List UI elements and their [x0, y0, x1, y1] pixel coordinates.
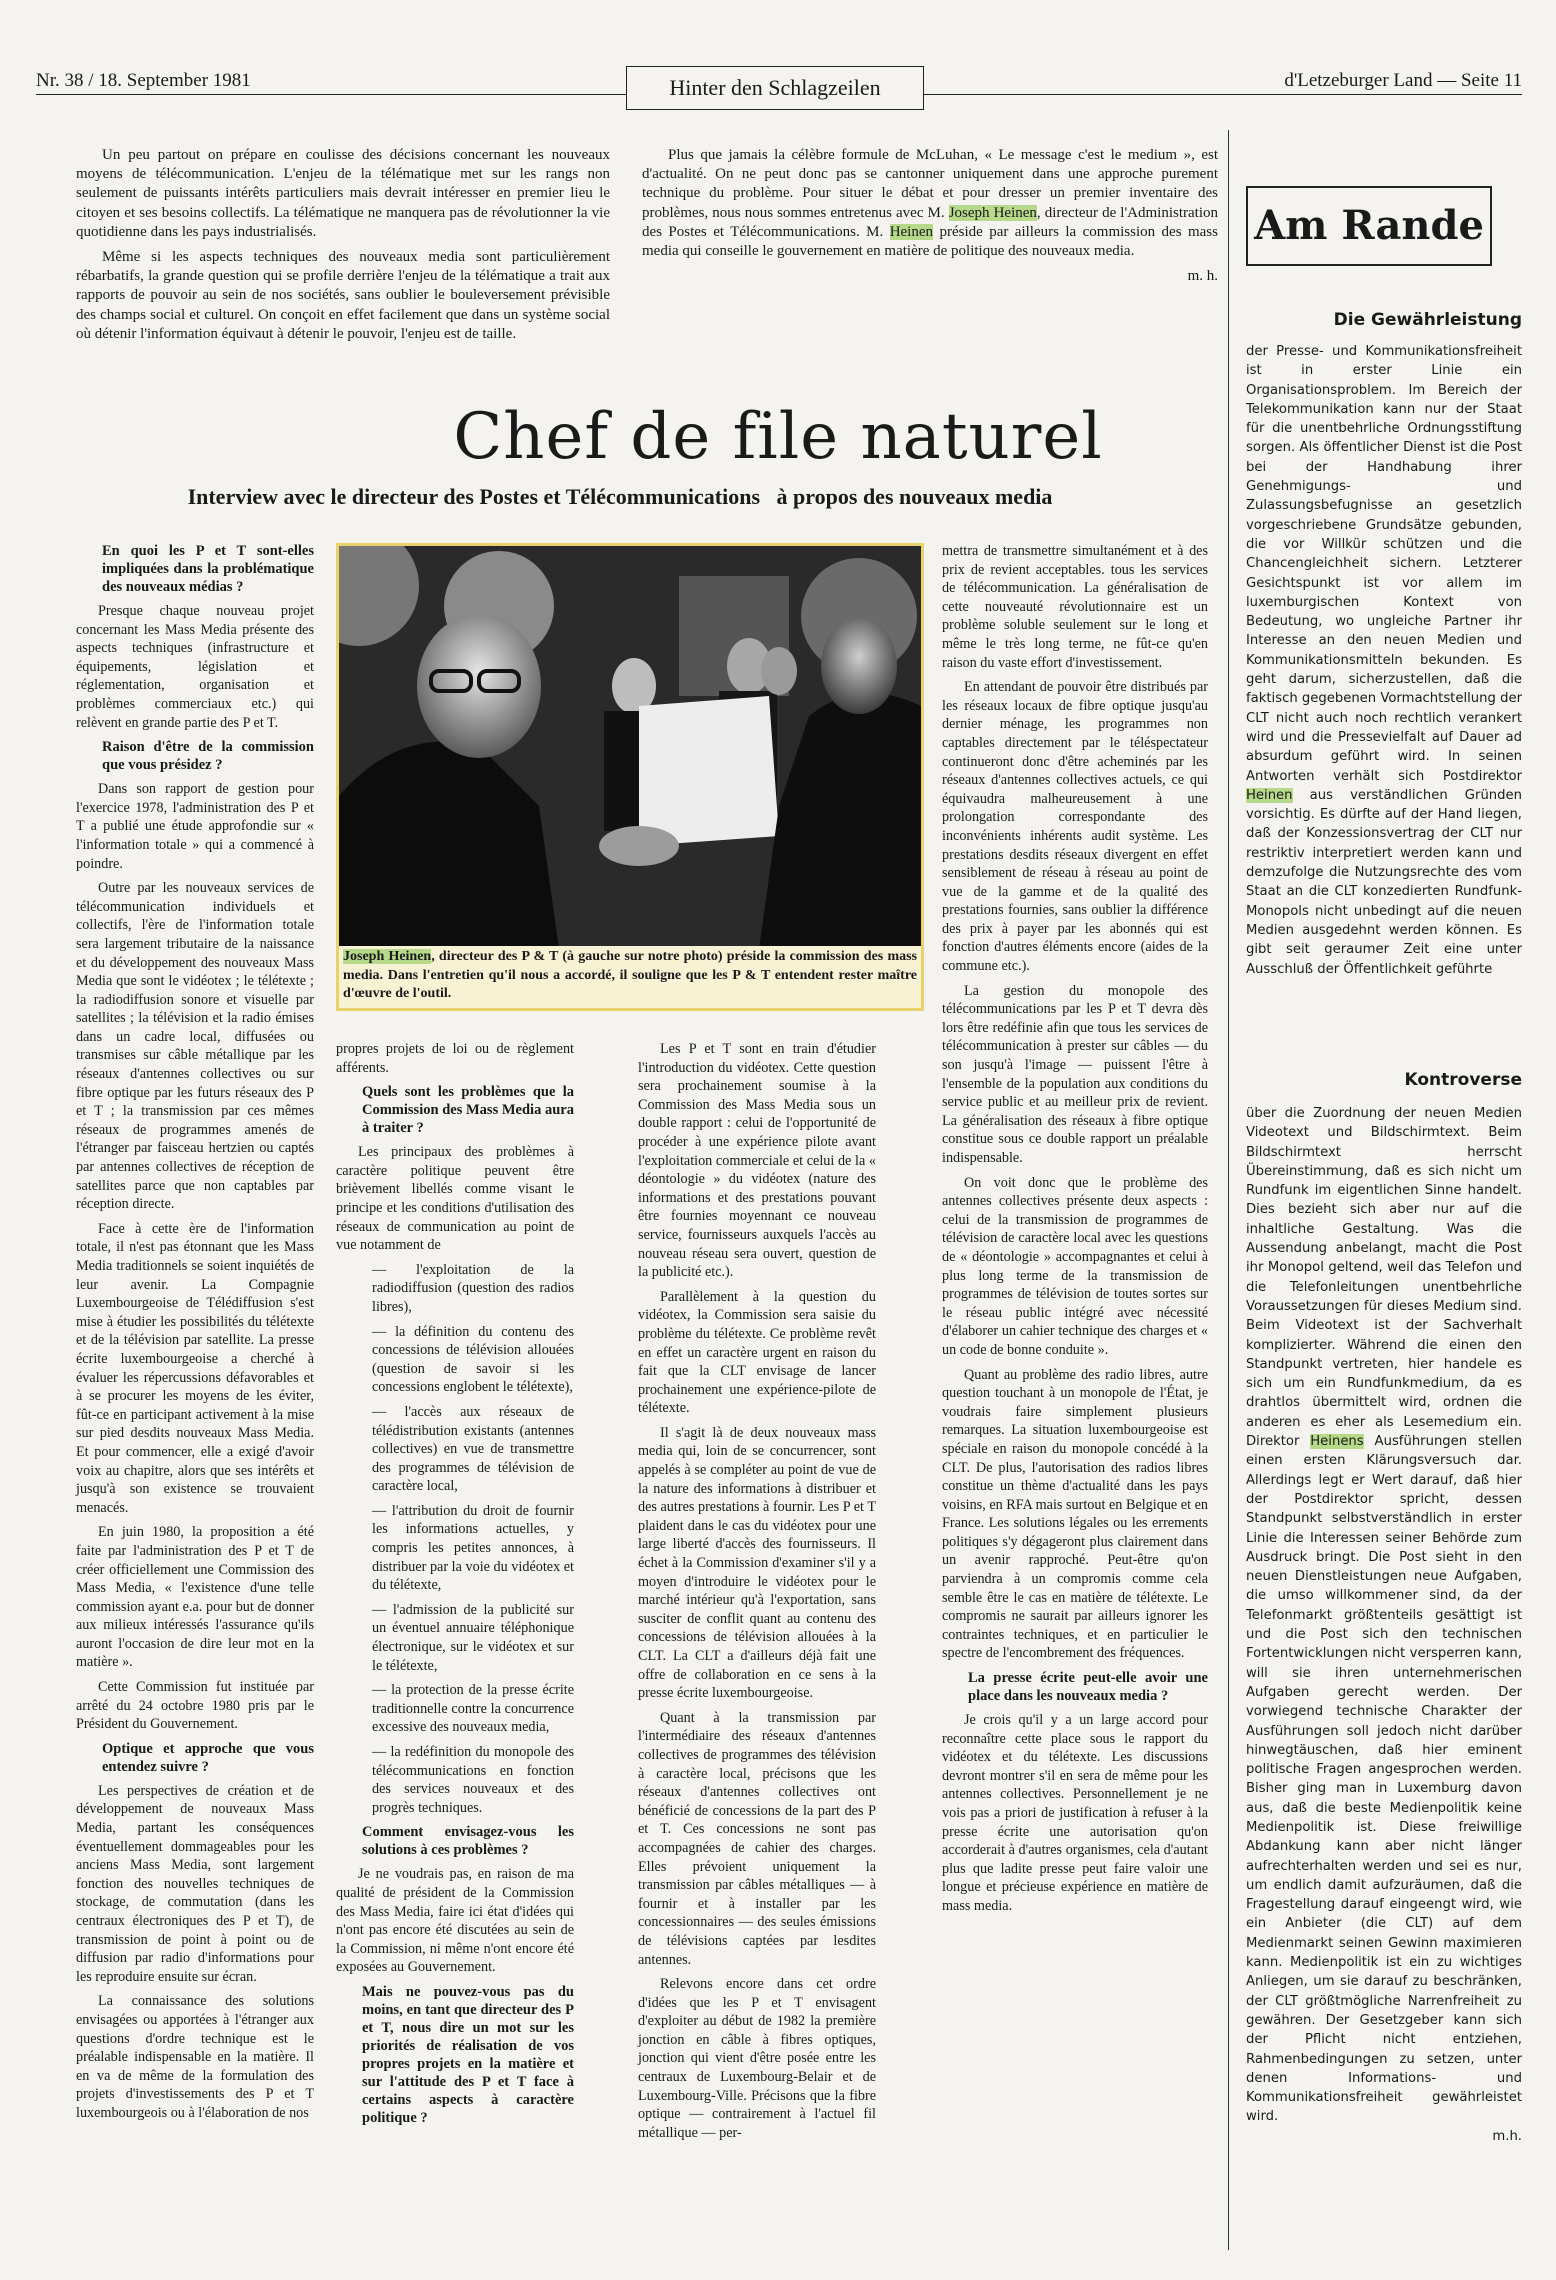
header-rule-left — [36, 94, 626, 95]
answer: La connaissance des solutions envisagées ou apportées à l'étranger aux questions d'ordre technique est le préalable indispensable en la matière. Il en va de même de la formulation des projets d'investissements des P et T luxembourgeois ou à l'élaboration de nos — [76, 1993, 314, 2121]
answer: Dans son rapport de gestion pour l'exercice 1978, l'administration des P et T a publié une étude approfondie sur « l'information totale » qui a commencé à poindre. — [76, 781, 314, 872]
list-item: — l'attribution du droit de fournir les informations actuelles, y compris les petites annonces, à distribuer par la voie du vidéotex et du télétexte, — [372, 1502, 574, 1594]
question: Mais ne pouvez-vous pas du moins, en tant que directeur des P et T, nous dire un mot sur les priorités de réalisation de vos propres projets en la matière et sur l'attitude des P et T face à certains aspects à caractère politique ? — [362, 1983, 574, 2126]
answer: On voit donc que le problème des antennes collectives présente deux aspects : celui de la transmission de programmes de télévision de caractère local avec les questions de « déontologie » accompagnantes et celui à plus long terme de la transmission de programmes de télévision de toutes sortes sur le réseau public intégré avec nécessité d'élaborer un cahier technique des charges et « un code de bonne conduite ». — [942, 1174, 1208, 1358]
question: Optique et approche que vous entendez suivre ? — [102, 1740, 314, 1775]
answer: propres projets de loi ou de règlement afférents. — [336, 1041, 574, 1076]
sidebar-text-2: über die Zuordnung der neuen Medien Videotext und Bildschirmtext. Beim Bildschirmtext herrscht Übereinstimmung, daß es sich nicht um Rundfunk im eigentlichen Sinne handelt. Dies bezieht sich aber nur auf die inhaltliche Gestaltung. Was die Aussendung anbelangt, macht die Post ihr Monopol geltend, weil das Telefon und die Telefonleitungen unentbehrliche Voraussetzungen für dieses Medium sind. Beim Videotext ist der Sachverhalt komplizierter. Während die einen den Standpunkt vertreten, hier handele es sich um ein Rundfunkmedium, da es drahtlos übermittelt wird, ordnen die anderen es eher als Lesemedium ein. Direktor Heinens Ausführungen stellen einen ersten Klärungsversuch dar. Allerdings legt er Wert darauf, daß hier der Postdirektor spricht, dessen Standpunkt selbstverständlich in erster Linie die Interessen seiner Behörde zum Ausdruck bringt. Die Post sieht in den neuen Dienstleistungen neue Aufgaben, die umso willkommener sind, da der Telefonmarkt größtenteils gesättigt ist und die Post sich den technischen Fortentwicklungen nicht versperren kann, will sie ihren unternehmerischen Aufgaben gerecht werden. Der vorwiegend technische Charakter der Ausführungen soll jedoch nicht darüber hinwegtäuschen, daß hier eminent politische Fragen angesprochen werden. Bisher ging man in Luxemburg davon aus, daß die beste Medienpolitik keine Medienpolitik ist. Diese freiwillige Abdankung kann aber nicht länger aufrechterhalten werden und sei es nur, um endlich damit aufzuräumen, daß die Fragestellung darauf eingeengt wird, wie ein Anbieter (die CLT) auf dem Medienmarkt seinen Gewinn maximieren kann. Medienpolitik ist ein zu wichtiges Anliegen, um sie darauf zu beschränken, der CLT größtmögliche Narrenfreiheit zu gewähren. Der Gesetzgeber kann sich der Pflicht nicht entziehen, Rahmenbedingungen zu setzen, unter denen Informations- und Kommunikationsfreiheit gewährleistet wird. m.h. — [1246, 1104, 1522, 2146]
answer: Les principaux des problèmes à caractère politique peuvent être brièvement libellés comme visant le principe et les conditions d'utilisation des réseaux de communication au point de vue notamment de — [336, 1144, 574, 1254]
intro-signature: m. h. — [1187, 268, 1218, 285]
article-title: Chef de file naturel — [453, 400, 1103, 474]
name-highlight: Joseph Heinen — [343, 949, 432, 964]
question: Comment envisagez-vous les solutions à ces problèmes ? — [362, 1824, 574, 1859]
answer: Relevons encore dans cet ordre d'idées que les P et T envisagent d'exploiter au début de 1982 la première jonction en câble à fibres optiques, jonction qui vient d'être posée entre les centraux de Luxembourg-Belair et de Luxembourg-Ville. Précisons que la fibre optique — contrairement à l'actuel fil métallique — per- — [638, 1976, 876, 2141]
answer: Face à cette ère de l'information totale, il n'est pas étonnant que les Mass Media traditionnels se soient inquiétés de leur avenir. La Compagnie Luxembourgeoise de Télédiffusion s'est mise à étudier les possibilités du télétexte et de la télévision par satellite. La presse écrite luxembourgeoise a cherché à évaluer les répercussions défavorables et à se procurer les moyens de les éviter, fût-ce en participant activement à la mise sur pied desdits nouveaux Mass Media. Et pour commencer, elle a exigé d'avoir voix au chapitre, alors que ses intérêts et jusqu'à son existence se trouvaient menacés. — [76, 1220, 314, 1516]
answer: En juin 1980, la proposition a été faite par l'administration des P et T de créer officiellement une Commission des Mass Media, « l'existence d'une telle commission ayant e.a. pour but de donner aux milieux intéressés l'assurance qu'ils auront l'occasion de dire leur mot en la matière ». — [76, 1524, 314, 1671]
question: La presse écrite peut-elle avoir une place dans les nouveaux media ? — [968, 1670, 1208, 1705]
issue-line: Nr. 38 / 18. September 1981 — [36, 70, 251, 91]
intro-paragraph: Plus que jamais la célèbre formule de McLuhan, « Le message c'est le medium », est d'actualité. On ne peut donc pas se cantonner uniquement dans une approche purement technique du problème. Pour situer le débat et pour dresser un premier inventaire des problèmes, nous nous sommes entretenus avec M. Joseph Heinen, directeur de l'Administration des Postes et Télécommunications. M. Heinen préside par ailleurs la commission des mass media qui conseille le gouvernement en matière de politique des nouveaux media. — [642, 147, 1219, 260]
paper-line: d'Letzeburger Land — Seite 11 — [1284, 70, 1522, 91]
am-rande-box: Am Rande — [1246, 186, 1492, 266]
column-2 — [336, 1040, 574, 2133]
list-item: — la redéfinition du monopole des télécommunications en fonction des services nouveaux et des progrès techniques. — [372, 1744, 574, 1816]
answer: En attendant de pouvoir être distribués par les réseaux locaux de fibre optique jusqu'au dernier ménage, les programmes non captables directement par le téléspectateur continueront donc d'être acheminés par les réseaux d'antennes collectives actuels, ce qui équivaudra malheureusement à une prolongation correspondante des inconvénients inhérents audit système. Les prestations desdits réseaux divergent en effet sensiblement de réseau à réseau au point de vue de la gamme et de la qualité des prestations fournies, sans oublier la différence des prix à payer par les abonnés qui est fonction d'autres éléments encore (aides de la commune etc.). — [942, 679, 1208, 975]
column-1 — [76, 542, 314, 2129]
sidebar-text-1: der Presse- und Kommunikationsfreiheit ist in erster Linie ein Organisationsproblem. Im Bereich der Telekommunikation kann nur der Staat für die unentbehrliche Ordnungsstiftung sorgen. Als öffentlicher Dienst ist die Post bei der Handhabung ihrer Genehmigungs- und Zulassungsbefugnisse an gesetzlich vorgeschriebene Grundsätze gebunden, die vor Willkür schützen und die Chancengleichheit sichern. Letzterer Gesichtspunkt ist vor allem im luxemburgischen Kontext von Bedeutung, wo ungleiche Partner ihr Interesse an den neuen Medien und Kommunikationsmitteln bekunden. Es geht darum, sicherzustellen, daß die faktisch gegebenen Vormachtstellung der CLT nicht auch noch rechtlich verankert wird und die Pressevielfalt auf Dauer ad absurdum geführt wird. In seinen Antworten verhält sich Postdirektor Heinen aus verständlichen Gründen vorsichtig. Es dürfte auf der Hand liegen, daß der Konzessionsvertrag der CLT nur restriktiv interpretiert werden kann und demzufolge die Nutzungsrechte des vom Staat an die CLT konzedierten Rundfunk-Monopols nicht unbedingt auf die neuen Medien ausgedehnt werden können. Es gibt seit geraumer Zeit eine unter Ausschluß der Öffentlichkeit geführte — [1246, 344, 1522, 977]
column-divider — [1228, 130, 1229, 2250]
answer: La gestion du monopole des télécommunications par les P et T devra dès lors être redéfinie afin que tous les services de télécommunication à prester sur câbles — du son jusqu'à l'image — puissent l'être à l'ensemble de la population aux conditions du service public et au meilleur prix de revient. La généralisation des réseaux à fibre optique constitue sous ce double rapport un préalable indispensable. — [942, 982, 1208, 1166]
intro-paragraph: Même si les aspects techniques des nouveaux media sont particulièrement rébarbatifs, la grande question qui se profile derrière l'enjeu de la télématique a trait aux rapports de pouvoir au sein de nos sociétés, sans oublier le bouleversement prévisible des champs social et culturel. On conçoit en effet facilement que dans un système social où détenir l'information équivaut à détenir le pouvoir, l'enjeu est de taille. — [76, 249, 610, 342]
sidebar-signature: m.h. — [1492, 2128, 1522, 2144]
answer: Les perspectives de création et de développement de nouveaux Mass Media, partant les conséquences éventuellement dommageables pour les anciens Mass Media, sont largement fonction des nouvelles techniques de stockage, de commutation (dans les centraux électroniques des P et T), de transmission de point à point ou de diffusion par radio d'informations pour les reproduire ensuite sur écran. — [76, 1782, 314, 1985]
list-item: — l'accès aux réseaux de télédistribution existants (antennes collectives) en vue de transmettre des programmes de télévision de caractère local, — [372, 1403, 574, 1495]
name-highlight: Heinen — [889, 223, 934, 240]
answer: Quant au problème des radio libres, autre question touchant à un monopole de l'État, je voudrais faire simplement plusieurs remarques. La situation luxembourgeoise est spéciale en raison du monopole concédé à la CLT. De plus, l'autorisation des radios libres constitue un thème d'actualité dans les pays voisins, en RFA mais surtout en Belgique et en France. Les solutions légales ou les errements politiques s'y dégageront plus clairement dans un avenir rapproché. Peut-être qu'on parviendra à un compromis comme cela semble être le cas en matière de télétexte. Le compromis ne saurait par ailleurs ignorer les contraintes techniques, et en particulier le spectre de l'encombrement des fréquences. — [942, 1366, 1208, 1662]
intro-left — [76, 146, 610, 350]
article-subtitle: Interview avec le directeur des Postes et Télécommunications à propos des nouveaux media — [187, 484, 1053, 509]
name-highlight: Heinen — [1246, 787, 1293, 803]
intro-right — [642, 146, 1218, 292]
answer: Je ne voudrais pas, en raison de ma qualité de président de la Commission des Mass Media, faire ici état d'idées qui n'ont pas encore été discutées au sein de la Commission, ni même n'ont encore été exposées au Gouvernement. — [336, 1866, 574, 1976]
answer: Je crois qu'il y a un large accord pour reconnaître cette place sous le rapport du vidéotex et du télétexte. Les discussions devront montrer s'il en sera de même pour les antennes collectives. Personnellement je ne vois pas a priori de justification à refuser à la presse écrite une autorisation qu'on accorderait à d'autres organismes, cela d'autant plus que ladite presse peut faire valoir une longue et précieuse expérience en matière de mass media. — [942, 1712, 1208, 1914]
photo-interview — [336, 543, 924, 952]
sidebar-heading: Kontroverse — [1404, 1070, 1522, 1090]
answer: Quant à la transmission par l'intermédiaire des réseaux d'antennes collectives de programmes des télévision à caractère local, précisons que les réseaux d'antennes collectives ont bénéficié de concessions de la part des P et T. Ces concessions ne sont pas accompagnées de cahier des charges. Elles prévoient uniquement la transmission par câbles métalliques — à fournir et à installer par les concessionnaires — des seules émissions de télévisions captées par lesdites antennes. — [638, 1709, 876, 1968]
answer: Les P et T sont en train d'étudier l'introduction du vidéotex. Cette question sera prochainement soumise à la Commission des Mass Media sous un double rapport : celui de l'opportunité de procéder à une expérience pilote avant l'exploitation commerciale et celui de la « déontologie » du vidéotex (nature des informations et des prestations pouvant être fournies moyennant ce nouveau service, fournisseurs auxquels l'accès au nouveau réseau sera ouvert, question de la publicité etc.). — [638, 1041, 876, 1281]
answer: Il s'agit là de deux nouveaux mass media qui, loin de se concurrencer, sont appelés à se compléter au point de vue de la nature des informations à distribuer et des autres prestations à fournir. Les P et T plaident dans le cas du vidéotex pour une large liberté d'accès des fournisseurs. Il échet à la Commission d'examiner s'il y a moyen d'introduire le vidéotex pour le marché intérieur qu'à l'exportation, sans susciter de conflit quant au contenu des concessions de télévision allouées à la CLT. La CLT a d'ailleurs déjà fait une offre de collaboration en ce sens à la presse écrite luxembourgeoise. — [638, 1424, 876, 1702]
list-item: — l'exploitation de la radiodiffusion (question des radios libres), — [372, 1261, 574, 1315]
answer: Presque chaque nouveau projet concernant les Mass Media présente des aspects techniques (infrastructure et équipements, législation et réglementation, organisation et problèmes commerciaux etc.) qui relèvent en grande partie des P et T. — [76, 603, 314, 731]
column-3 — [638, 1040, 876, 2148]
list-item: — la définition du contenu des concessions de télévision allouées (question de savoir si les concessions englobent le télétexte), — [372, 1323, 574, 1396]
header-rule-right — [922, 94, 1522, 95]
photo-illustration — [339, 546, 921, 949]
question: En quoi les P et T sont-elles impliquées dans la problématique des nouveaux médias ? — [102, 543, 314, 595]
intro-paragraph: Un peu partout on prépare en coulisse des décisions concernant les nouveaux moyens de télécommunication. L'enjeu de la télématique met sur les rangs non seulement de puissants intérêts particuliers mais devrait intéresser en premier lieu le citoyen et ses besoins collectifs. La télématique ne manquera pas de révolutionner la vie quotidienne dans les pays industrialisés. — [76, 147, 610, 240]
answer: mettra de transmettre simultanément et à des prix de revient acceptables. tous les services de télécommunication. La généralisation de cette nouveauté révolutionnaire est un problème soluble seulement sur le long et même le très long terme, ne fût-ce qu'en raison du vaste effort d'investissement. — [942, 543, 1208, 671]
answer: Outre par les nouveaux services de télécommunication individuels et collectifs, l'ère de l'information totale sera largement tributaire de la naissance et du développement des nouveaux Mass Media que sont le vidéotex ; le télétexte ; la radiodiffusion sonore et visuelle par satellites ; la télévision et la radio émises dans un cadre local, diffusées ou transmises sur câble métallique par les réseaux d'antennes collectives ou sur fibre optique par les futurs réseaux des P et T ; la transmission par ces mêmes réseaux de programmes amenés de l'étranger par faisceau hertzien ou captés par antennes collectives de réception de satellites parce que non captables par réception directe. — [76, 880, 314, 1213]
column-4 — [942, 542, 1208, 1922]
section-label: Hinter den Schlagzeilen — [626, 66, 924, 110]
name-highlight: Joseph Heinen — [948, 204, 1037, 221]
list-item: — la protection de la presse écrite traditionnelle contre la concurrence excessive des nouveaux media, — [372, 1682, 574, 1736]
question: Raison d'être de la commission que vous présidez ? — [102, 739, 314, 774]
photo-caption: Joseph Heinen, directeur des P & T (à gauche sur notre photo) préside la commission des mass media. Dans l'entretien qu'il nous a accordé, il souligne que les P & T entendent rester maître d'œuvre de l'outil. — [336, 946, 924, 1011]
question: Quels sont les problèmes que la Commission des Mass Media aura à traiter ? — [362, 1084, 574, 1137]
list-item: — l'admission de la publicité sur un éventuel annuaire téléphonique électronique, sur le vidéotex et sur le télétexte, — [372, 1601, 574, 1674]
name-highlight: Heinens — [1310, 1434, 1364, 1450]
answer: Cette Commission fut instituée par arrêté du 24 octobre 1980 pris par le Président du Gouvernement. — [76, 1679, 314, 1733]
sidebar-heading: Die Gewährleistung — [1333, 310, 1522, 330]
answer: Parallèlement à la question du vidéotex, la Commission sera saisie du problème du télétexte. Ce problème revêt en effet un caractère urgent en raison du fait que la CLT envisage de lancer prochainement une expérience-pilote de télétexte. — [638, 1288, 876, 1417]
